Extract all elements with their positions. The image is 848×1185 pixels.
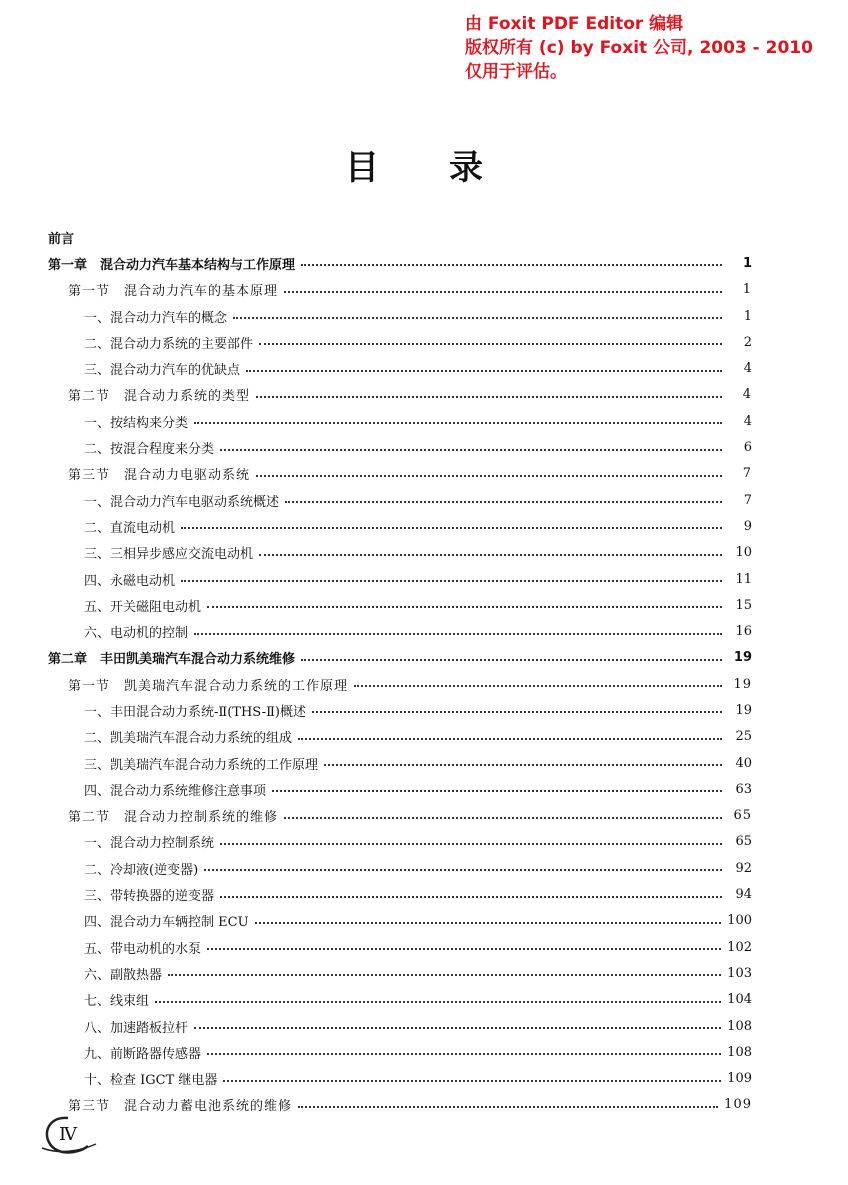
dot-leader (298, 738, 722, 740)
toc-entry-page: 4 (742, 387, 752, 403)
toc-section-row[interactable] (48, 382, 752, 408)
toc-entry-page: 109 (724, 1097, 752, 1113)
toc-item-row[interactable] (48, 329, 752, 355)
dot-leader (194, 422, 722, 424)
toc-section-row[interactable] (48, 671, 752, 697)
toc-entry-page: 100 (727, 913, 752, 929)
dot-leader (298, 1106, 718, 1108)
toc-item-row[interactable] (48, 513, 752, 539)
dot-leader (220, 896, 722, 898)
toc-entry-label: 八、加速踏板拉杆 (84, 1020, 189, 1036)
dot-leader (181, 580, 722, 582)
toc-entry-page: 1 (742, 255, 752, 271)
toc-item-row[interactable] (48, 908, 752, 934)
page-title: 目录 (345, 148, 553, 188)
table-of-contents (48, 224, 752, 1118)
dot-leader (168, 974, 721, 976)
toc-entry-page: 104 (727, 992, 752, 1008)
toc-entry-page: 6 (743, 440, 752, 456)
toc-entry-page: 108 (727, 1018, 752, 1034)
toc-item-row[interactable] (48, 618, 752, 644)
toc-entry-label: 第一节 混合动力汽车的基本原理 (68, 284, 279, 300)
toc-item-row[interactable] (48, 881, 752, 907)
toc-entry-page: 9 (743, 518, 752, 534)
toc-entry-label: 第三节 混合动力蓄电池系统的维修 (68, 1099, 293, 1115)
toc-entry-page: 4 (743, 413, 752, 429)
dot-leader (207, 1053, 721, 1055)
dot-leader (301, 659, 722, 661)
page-number: Ⅳ (59, 1124, 77, 1145)
toc-entry-label: 三、带转换器的逆变器 (84, 889, 215, 905)
toc-entry-label: 一、混合动力汽车电驱动系统概述 (84, 494, 280, 510)
toc-entry-page: 19 (735, 702, 752, 718)
toc-entry-label: 二、混合动力系统的主要部件 (84, 336, 254, 352)
dot-leader (204, 869, 722, 871)
toc-entry-label: 二、凯美瑞汽车混合动力系统的组成 (84, 731, 293, 747)
toc-entry-label: 五、带电动机的水泵 (84, 941, 202, 957)
dot-leader (255, 922, 722, 924)
toc-entry-label: 三、凯美瑞汽车混合动力系统的工作原理 (84, 757, 319, 773)
toc-item-row[interactable] (48, 750, 752, 776)
toc-entry-label: 七、线束组 (84, 994, 150, 1010)
toc-item-row[interactable] (48, 434, 752, 460)
toc-entry-page: 1 (743, 308, 752, 324)
toc-entry-label: 第二节 混合动力控制系统的维修 (68, 810, 279, 826)
watermark-line-2: 版权所有 (c) by Foxit 公司, 2003 - 2010 (465, 38, 813, 58)
dot-leader (181, 527, 722, 529)
toc-item-row[interactable] (48, 855, 752, 881)
toc-item-row[interactable] (48, 829, 752, 855)
toc-entry-label: 一、混合动力控制系统 (84, 836, 215, 852)
dot-leader (207, 606, 722, 608)
toc-section-row[interactable] (48, 277, 752, 303)
toc-entry-page: 63 (735, 781, 752, 797)
toc-item-row[interactable] (48, 566, 752, 592)
toc-entry-label: 五、开关磁阻电动机 (84, 599, 202, 615)
toc-entry-label: 四、混合动力车辆控制 ECU (84, 915, 249, 931)
toc-item-row[interactable] (48, 355, 752, 381)
toc-entry-label: 九、前断路器传感器 (84, 1046, 202, 1062)
toc-entry-label: 三、三相异步感应交流电动机 (84, 547, 254, 563)
dot-leader (256, 475, 722, 477)
toc-item-row[interactable] (48, 960, 752, 986)
dot-leader (354, 685, 722, 687)
toc-entry-page: 109 (727, 1071, 752, 1087)
dot-leader (233, 317, 722, 319)
toc-entry-page: 25 (735, 729, 752, 745)
dot-leader (220, 449, 722, 451)
toc-item-row[interactable] (48, 1066, 752, 1092)
toc-entry-label: 第一章 混合动力汽车基本结构与工作原理 (48, 257, 296, 273)
toc-entry-page: 103 (727, 965, 752, 981)
toc-preface-row[interactable] (48, 224, 752, 250)
toc-entry-page: 92 (735, 860, 752, 876)
toc-entry-label: 前言 (48, 231, 75, 247)
toc-item-row[interactable] (48, 592, 752, 618)
toc-entry-label: 六、电动机的控制 (84, 626, 189, 642)
dot-leader (285, 501, 722, 503)
dot-leader (155, 1001, 721, 1003)
toc-section-row[interactable] (48, 1092, 752, 1118)
toc-entry-page: 4 (743, 361, 752, 377)
page-number-badge (38, 1110, 98, 1160)
toc-entry-label: 二、按混合程度来分类 (84, 442, 215, 458)
toc-entry-label: 二、冷却液(逆变器) (84, 862, 199, 878)
toc-entry-page: 7 (743, 492, 752, 508)
toc-entry-page: 108 (727, 1044, 752, 1060)
dot-leader (223, 1080, 721, 1082)
dot-leader (194, 1027, 721, 1029)
toc-item-row[interactable] (48, 1039, 752, 1065)
toc-item-row[interactable] (48, 408, 752, 434)
toc-entry-page: 11 (735, 571, 752, 587)
watermark-line-1: 由 Foxit PDF Editor 编辑 (465, 14, 684, 34)
toc-entry-page: 10 (735, 545, 752, 561)
dot-leader (194, 633, 722, 635)
toc-item-row[interactable] (48, 540, 752, 566)
toc-entry-label: 二、直流电动机 (84, 520, 176, 536)
dot-leader (220, 843, 722, 845)
toc-entry-page: 94 (735, 887, 752, 903)
toc-entry-label: 十、检查 IGCT 继电器 (84, 1073, 218, 1089)
toc-entry-page: 65 (735, 834, 752, 850)
toc-chapter-row[interactable] (48, 645, 752, 671)
toc-item-row[interactable] (48, 934, 752, 960)
toc-entry-label: 一、按结构来分类 (84, 415, 189, 431)
watermark-line-3: 仅用于评估。 (465, 62, 567, 82)
toc-entry-page: 1 (742, 282, 752, 298)
dot-leader (256, 396, 722, 398)
toc-entry-page: 19 (733, 676, 752, 692)
toc-item-row[interactable] (48, 724, 752, 750)
dot-leader (259, 343, 722, 345)
dot-leader (324, 764, 722, 766)
dot-leader (259, 554, 722, 556)
dot-leader (246, 370, 722, 372)
toc-entry-label: 一、丰田混合动力系统-Ⅱ(THS-Ⅱ)概述 (84, 704, 306, 720)
toc-entry-label: 第二节 混合动力系统的类型 (68, 389, 251, 405)
dot-leader (284, 291, 722, 293)
toc-entry-page: 102 (727, 939, 752, 955)
toc-entry-label: 四、混合动力系统维修注意事项 (84, 783, 267, 799)
dot-leader (272, 790, 722, 792)
toc-section-row[interactable] (48, 461, 752, 487)
toc-entry-label: 第一节 凯美瑞汽车混合动力系统的工作原理 (68, 678, 349, 694)
toc-entry-label: 三、混合动力汽车的优缺点 (84, 363, 241, 379)
toc-item-row[interactable] (48, 303, 752, 329)
toc-entry-label: 四、永磁电动机 (84, 573, 176, 589)
toc-entry-page: 2 (743, 334, 752, 350)
toc-entry-label: 六、副散热器 (84, 967, 163, 983)
toc-chapter-row[interactable] (48, 250, 752, 276)
toc-entry-page: 19 (733, 650, 752, 666)
toc-entry-label: 第三节 混合动力电驱动系统 (68, 468, 251, 484)
foxit-watermark (465, 12, 813, 84)
toc-entry-label: 一、混合动力汽车的概念 (84, 310, 228, 326)
toc-item-row[interactable] (48, 697, 752, 723)
toc-item-row[interactable] (48, 987, 752, 1013)
toc-item-row[interactable] (48, 1013, 752, 1039)
toc-entry-page: 15 (735, 597, 752, 613)
dot-leader (301, 264, 722, 266)
dot-leader (312, 711, 722, 713)
toc-entry-page: 40 (735, 755, 752, 771)
toc-entry-page: 7 (742, 466, 752, 482)
toc-item-row[interactable] (48, 487, 752, 513)
dot-leader (284, 817, 722, 819)
toc-entry-page: 65 (733, 808, 752, 824)
toc-item-row[interactable] (48, 776, 752, 802)
toc-section-row[interactable] (48, 803, 752, 829)
toc-entry-page: 16 (735, 624, 752, 640)
toc-entry-label: 第二章 丰田凯美瑞汽车混合动力系统维修 (48, 652, 296, 668)
dot-leader (207, 948, 721, 950)
